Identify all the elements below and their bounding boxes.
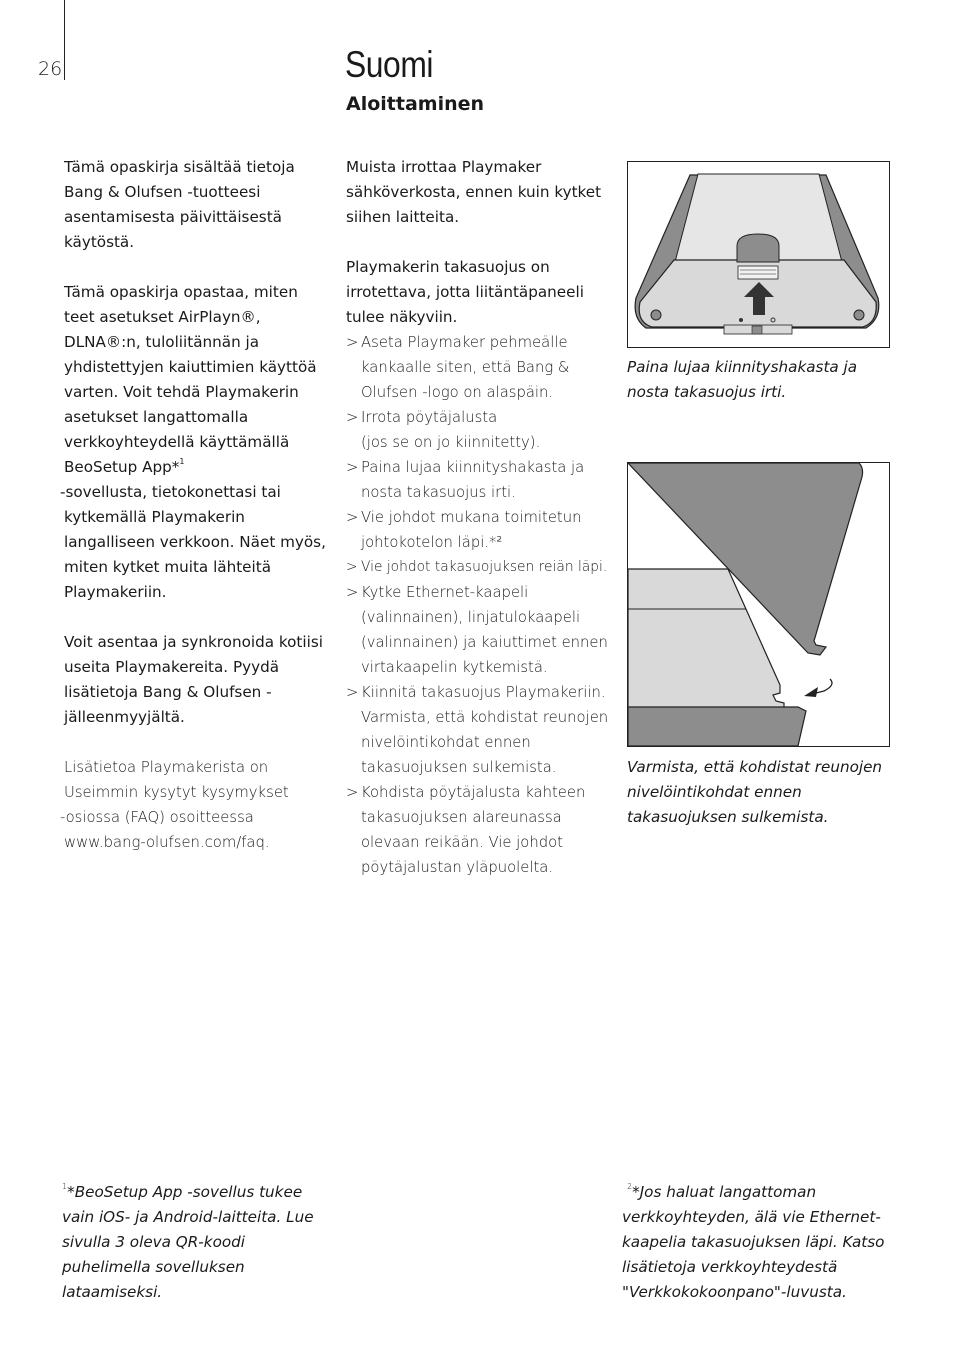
cover-paragraph: Playmakerin takasuojus on irrotettava, jotta liitäntäpaneeli tulee näkyviin. bbox=[346, 258, 584, 326]
intro-paragraph-1: Tämä opaskirja sisältää tietoja Bang & Olufsen -tuotteesi asentamisesta päivittäisestä käytöstä. bbox=[64, 158, 295, 251]
intro-paragraph-3: Voit asentaa ja synkronoida kotiisi useita Playmakereita. Pyydä lisätietoja Bang & Olufsen -jälleenmyyjältä. bbox=[64, 633, 323, 726]
list-item: > Irrota pöytäjalusta (jos se on jo kiinnitetty). bbox=[346, 405, 616, 455]
page-number: 26 bbox=[38, 58, 63, 80]
intro-paragraph-4: Lisätietoa Playmakerista on Useimmin kysytyt kysymykset -osiossa (FAQ) osoitteessa www.bang-olufsen.com/faq. bbox=[60, 759, 289, 851]
steps-list bbox=[346, 330, 616, 880]
hinge-alignment-illustration bbox=[627, 462, 890, 747]
section-heading: Aloittaminen bbox=[346, 93, 485, 115]
cover-removal-illustration bbox=[627, 161, 890, 348]
list-item: > Vie johdot mukana toimitetun johtokotelon läpi.*² bbox=[346, 505, 616, 555]
intro-column bbox=[62, 155, 332, 855]
list-item: > Kiinnitä takasuojus Playmakeriin. Varmista, että kohdistat reunojen nivelöintikohdat ennen takasuojuksen sulkemista. bbox=[346, 680, 616, 780]
footnote-2: $^2$*Jos haluat langattoman verkkoyhteyden, älä vie Ethernet-kaapelia takasuojuksen läpi. Katso lisätietoja verkkoyhteydestä "Verkkokokoonpano"-luvusta. bbox=[622, 1182, 885, 1301]
instructions-column bbox=[346, 155, 616, 880]
figure-caption-2: Varmista, että kohdistat reunojen nivelöintikohdat ennen takasuojuksen sulkemista. bbox=[627, 758, 883, 826]
page-title: Suomi bbox=[345, 44, 434, 85]
footnote-ref-1: 1 bbox=[179, 457, 185, 466]
warning-paragraph: Muista irrottaa Playmaker sähköverkosta, ennen kuin kytket siihen laitteita. bbox=[346, 158, 602, 226]
list-item: > Kohdista pöytäjalusta kahteen takasuojuksen alareunassa olevaan reikään. Vie johdot pöytäjalustan yläpuolelta. bbox=[346, 780, 616, 880]
figure-caption-1: Paina lujaa kiinnityshakasta ja nosta takasuojus irti. bbox=[627, 358, 858, 401]
margin-rule bbox=[64, 0, 65, 80]
list-item: > Aseta Playmaker pehmeälle kankaalle siten, että Bang & Olufsen -logo on alaspäin. bbox=[346, 330, 616, 405]
intro-paragraph-2: Tämä opaskirja opastaa, miten teet asetukset AirPlayn®, DLNA®:n, tuloliitännän ja yhdistettyjen kaiuttimien käyttöä varten. Voit tehdä Playmakerin asetukset langattomalla verkkoyhteydellä käyttämällä BeoSetup App*$^1$ -sovellusta, tietokonettasi tai kytkemällä Playmakerin langalliseen verkkoon. Näet myös, miten kytket muita lähteitä Playmakeriin. bbox=[60, 283, 326, 601]
list-item: > Paina lujaa kiinnityshakasta ja nosta takasuojus irti. bbox=[346, 455, 616, 505]
list-item: > Vie johdot takasuojuksen reiän läpi. bbox=[346, 555, 616, 580]
list-item: > Kytke Ethernet-kaapeli (valinnainen), linjatulokaapeli (valinnainen) ja kaiuttimet ennen virtakaapelin kytkemistä. bbox=[346, 580, 616, 680]
footnote-1: $^1$*BeoSetup App -sovellus tukee vain iOS- ja Android-laitteita. Lue sivulla 3 oleva QR-koodi puhelimella sovelluksen lataamiseksi. bbox=[62, 1182, 314, 1301]
